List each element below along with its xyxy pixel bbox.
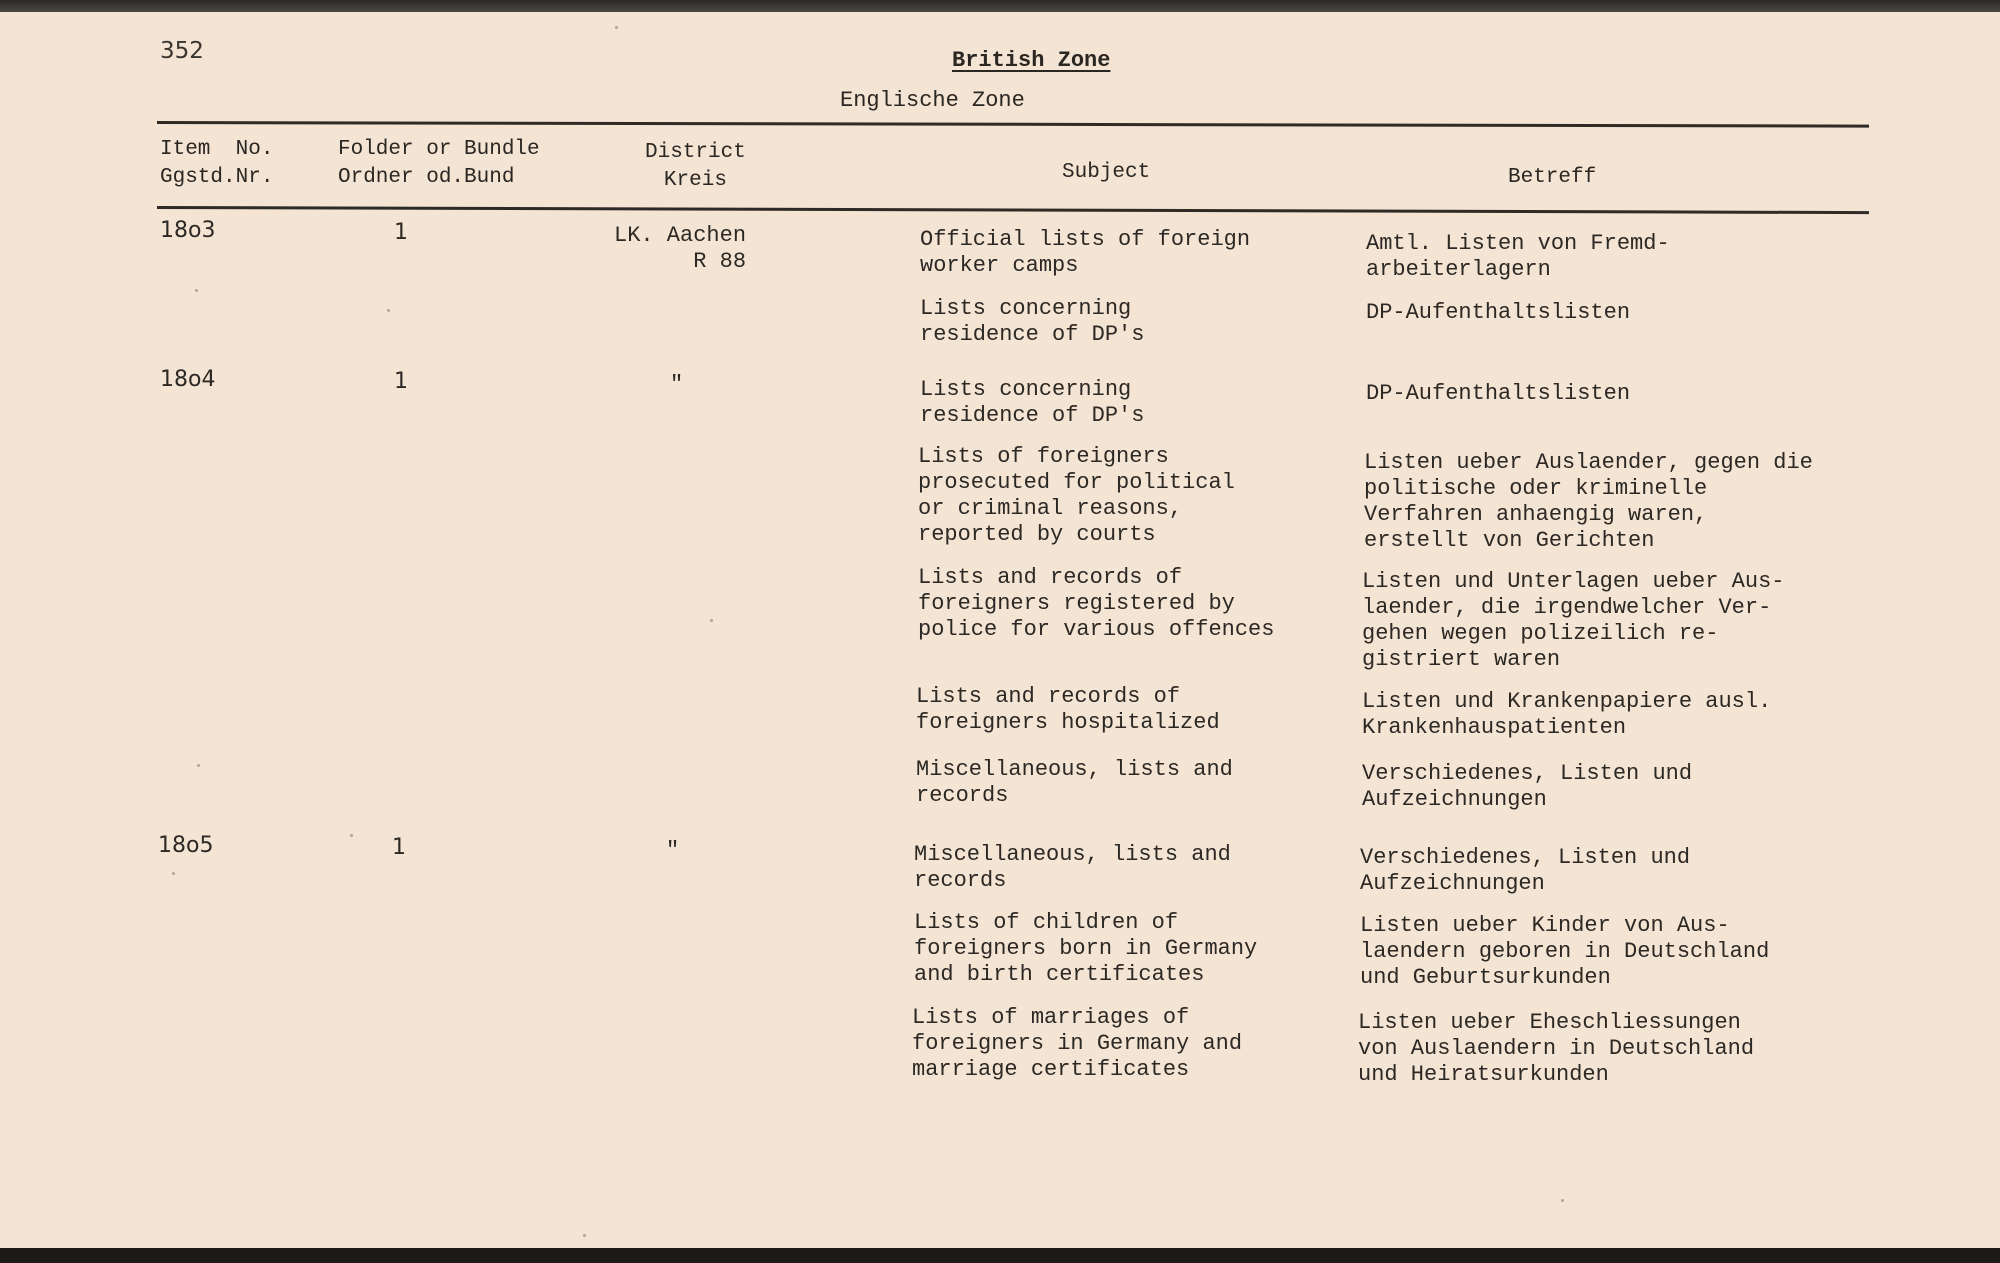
folder-count: 1 [394,220,408,245]
page-number: 352 [160,38,204,64]
betreff-entry: DP-Aufenthaltslisten [1366,300,1631,325]
paper-speck [350,834,353,837]
ditto-mark: " [666,838,680,863]
item-number: 18o5 [158,833,214,858]
document-page [0,12,2000,1248]
betreff-entry: Listen ueber Eheschliessungen von Auslaendern in Deutschland und Heiratsurkunden [1358,1010,1755,1087]
subject-entry: Lists and records of foreigners registered by police for various offences [918,565,1275,642]
subject-entry: Official lists of foreign worker camps [920,227,1251,278]
betreff-entry: Listen ueber Kinder von Aus- laendern geboren in Deutschland und Geburtsurkunden [1360,913,1770,990]
folder-count: 1 [392,835,406,860]
item-number: 18o4 [160,367,216,392]
paper-speck [197,764,200,767]
subject-entry: Lists and records of foreigners hospitalized [916,684,1220,735]
subject-entry: Miscellaneous, lists and records [914,842,1231,893]
paper-speck [195,289,198,292]
header-folder: Folder or Bundle Ordner od.Bund [338,138,540,189]
paper-speck [710,619,713,622]
betreff-entry: Listen und Unterlagen ueber Aus- laender, die irgendwelcher Ver- gehen wegen polizeilich re- gistriert waren [1362,569,1785,672]
subject-entry: Lists of marriages of foreigners in Germany and marriage certificates [912,1005,1243,1082]
ditto-mark: " [670,372,684,397]
betreff-entry: Listen ueber Auslaender, gegen die politische oder kriminelle Verfahren anhaengig waren, erstellt von Gerichten [1364,450,1813,553]
header-subject: Subject [1062,161,1151,184]
betreff-entry: DP-Aufenthaltslisten [1366,381,1631,406]
district-value: LK. Aachen R 88 [614,223,747,274]
page-subtitle: Englische Zone [840,88,1025,113]
scan-top-edge [0,0,2000,12]
subject-entry: Lists of foreigners prosecuted for political or criminal reasons, reported by courts [918,444,1235,547]
betreff-entry: Amtl. Listen von Fremd- arbeiterlagern [1366,231,1670,282]
paper-speck [583,1234,586,1237]
folder-count: 1 [394,369,408,394]
header-betreff: Betreff [1508,166,1597,189]
subject-entry: Lists of children of foreigners born in Germany and birth certificates [914,910,1258,987]
subject-entry: Lists concerning residence of DP's [920,296,1145,347]
paper-speck [387,309,390,312]
betreff-entry: Verschiedenes, Listen und Aufzeichnungen [1360,845,1691,896]
paper-speck [615,26,618,29]
header-item-no: Item No. Ggstd.Nr. [160,138,274,189]
header-top-rule [157,121,1869,128]
paper-speck [1561,1199,1564,1202]
subject-entry: Lists concerning residence of DP's [920,377,1145,428]
item-number: 18o3 [160,218,216,243]
header-district: District Kreis [645,141,746,192]
betreff-entry: Listen und Krankenpapiere ausl. Krankenhauspatienten [1362,689,1772,740]
subject-entry: Miscellaneous, lists and records [916,757,1233,808]
header-bottom-rule [157,206,1869,214]
betreff-entry: Verschiedenes, Listen und Aufzeichnungen [1362,761,1693,812]
paper-speck [172,872,175,875]
page-title: British Zone [952,48,1111,73]
